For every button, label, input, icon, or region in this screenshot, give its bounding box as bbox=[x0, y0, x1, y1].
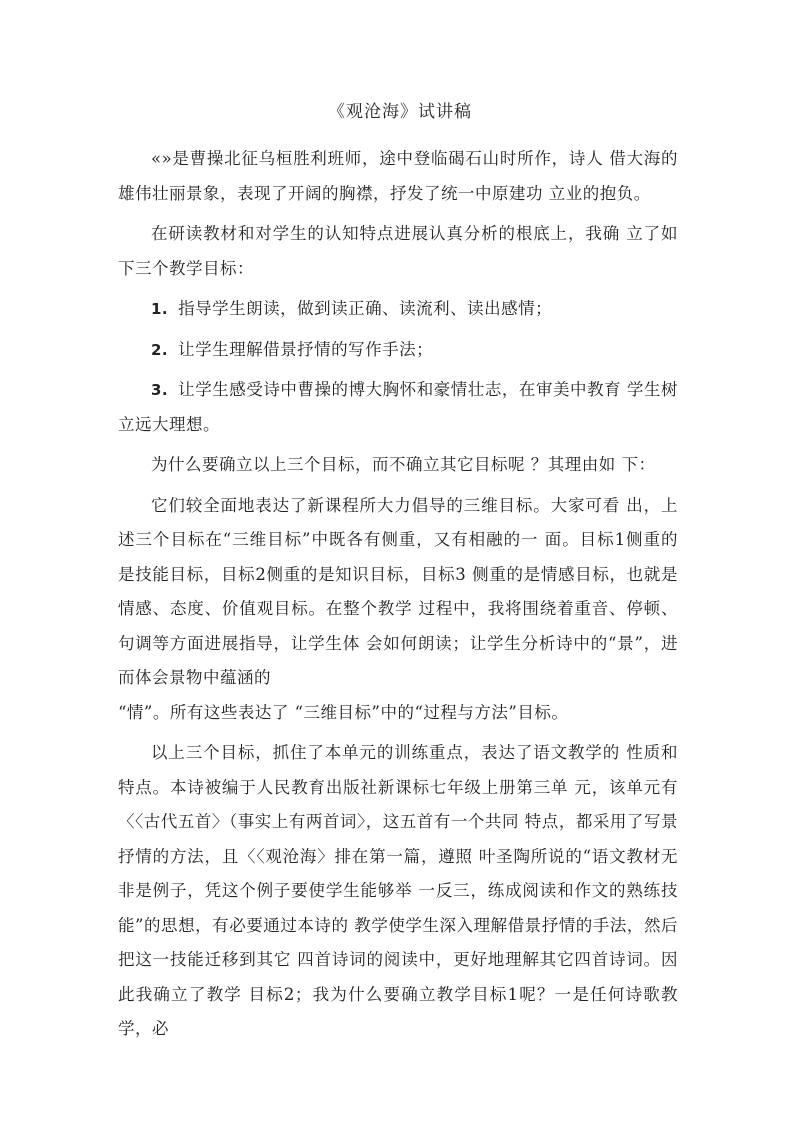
document-body bbox=[118, 142, 678, 1047]
paragraph-unit-focus: 以上三个目标，抓住了本单元的训练重点，表达了语文教学的 性质和特点。本诗被编于人民教育出版社新课标七年级上册第三单 元，该单元有〈〈古代五首〉（事实上有两首词〉，这五首有一个共同 特点，都采用了写景抒情的方法，且〈〈观沧海〉排在第一篇，遵照 叶圣陶所说的“语文教材无非是例子，凭这个例子要使学生能够举 一反三，练成阅读和作文的熟练技能”的思想，有必要通过本诗的 教学使学生深入理解借景抒情的手法，然后把这一技能迁移到其它 四首诗词的阅读中，更好地理解其它四首诗词。因此我确立了教学 目标2；我为什么要确立教学目标1呢？一是任何诗歌教学，必 bbox=[118, 743, 678, 1038]
goal-number: 2. bbox=[151, 340, 169, 359]
goal-item-3 bbox=[118, 373, 678, 442]
paragraph-process-method: “情”。所有这些表达了 “三维目标”中的“过程与方法”目标。 bbox=[118, 702, 569, 722]
goal-item-2 bbox=[118, 333, 678, 368]
paragraph-intro: «»是曹操北征乌桓胜利班师，途中登临碣石山时所作，诗人 借大海的雄伟壮丽景象，表现了开阔的胸襟，抒发了统一中原建功 立业的抱负。 bbox=[118, 149, 678, 203]
paragraph-three-dimensions: 它们较全面地表达了新课程所大力倡导的三维目标。大家可看 出，上述三个目标在“三维目标”中既各有侧重，又有相融的一 面。目标1侧重的是技能目标，目标2侧重的是知识目标，目标3 侧重的是情感目标，也就是情感、态度、价值观目标。在整个教学 过程中，我将围绕着重音、停顿、句调等方面进展指导，让学生体 会如何朗读；让学生分析诗中的“景”，进而体会景物中蕴涵的 bbox=[118, 495, 678, 687]
goal-text: 让学生理解借景抒情的写作手法； bbox=[178, 339, 434, 359]
goal-text: 让学生感受诗中曹操的博大胸怀和豪情壮志，在审美中教育 学生树立远大理想。 bbox=[118, 380, 678, 434]
paragraph-why: 为什么要确立以上三个目标，而不确立其它目标呢 ？其理由如 下： bbox=[151, 455, 656, 474]
goal-text: 指导学生朗读，做到读正确、读流利、读出感情； bbox=[178, 299, 553, 318]
paragraph-goals-intro: 在研读教材和对学生的认知特点进展认真分析的根底上，我确 立了如下三个教学目标： bbox=[118, 224, 678, 278]
goal-number: 1. bbox=[151, 300, 169, 318]
goal-item-1 bbox=[118, 292, 678, 327]
document-title: 《观沧海》试讲稿 bbox=[328, 102, 472, 122]
goal-number: 3. bbox=[151, 381, 169, 399]
